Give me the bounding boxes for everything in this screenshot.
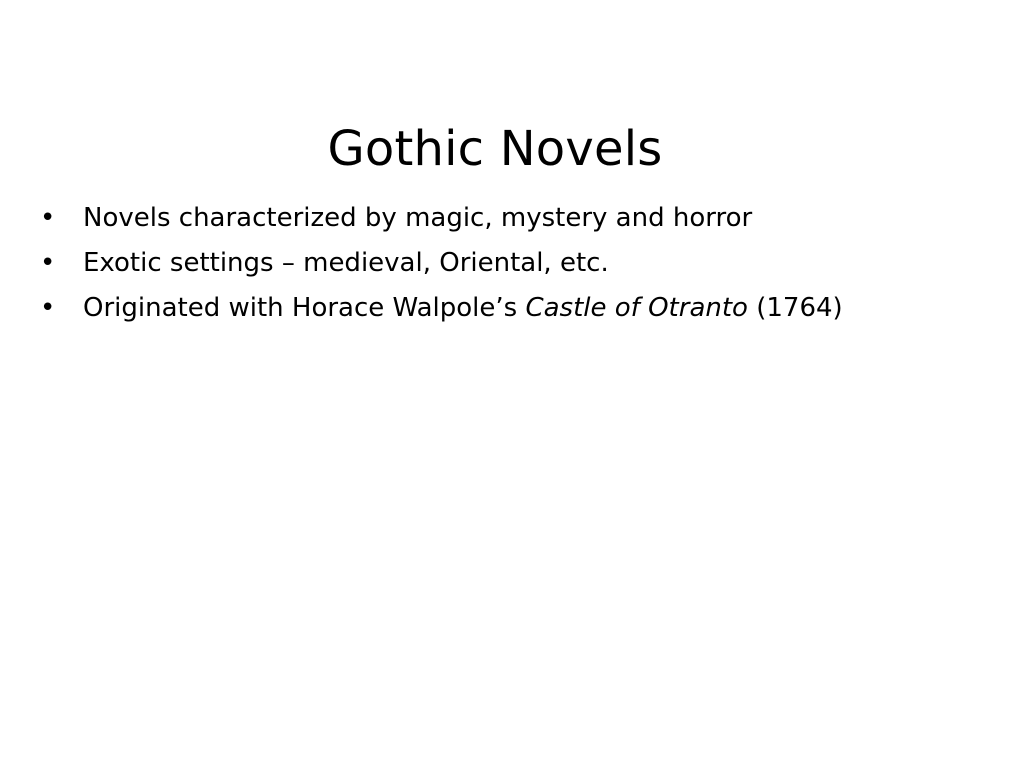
bullet-point-icon: • [40, 203, 56, 233]
bullet-item [40, 241, 1000, 286]
bullet-item [40, 286, 1000, 331]
slide-title: Gothic Novels [327, 121, 663, 178]
bullet-text-before: Originated with Horace Walpole’s [83, 293, 526, 323]
bullet-text-after: (1764) [747, 293, 843, 323]
bullet-text [83, 286, 843, 331]
book-title: Castle of Otranto [525, 293, 748, 323]
bullet-text: Exotic settings – medieval, Oriental, etc. [83, 248, 609, 278]
bullet-point-icon: • [40, 248, 56, 278]
bullet-point-icon: • [40, 293, 56, 323]
bullet-text: Novels characterized by magic, mystery and horror [83, 203, 753, 233]
bullet-item [40, 196, 1000, 241]
bullet-list [40, 196, 1000, 331]
